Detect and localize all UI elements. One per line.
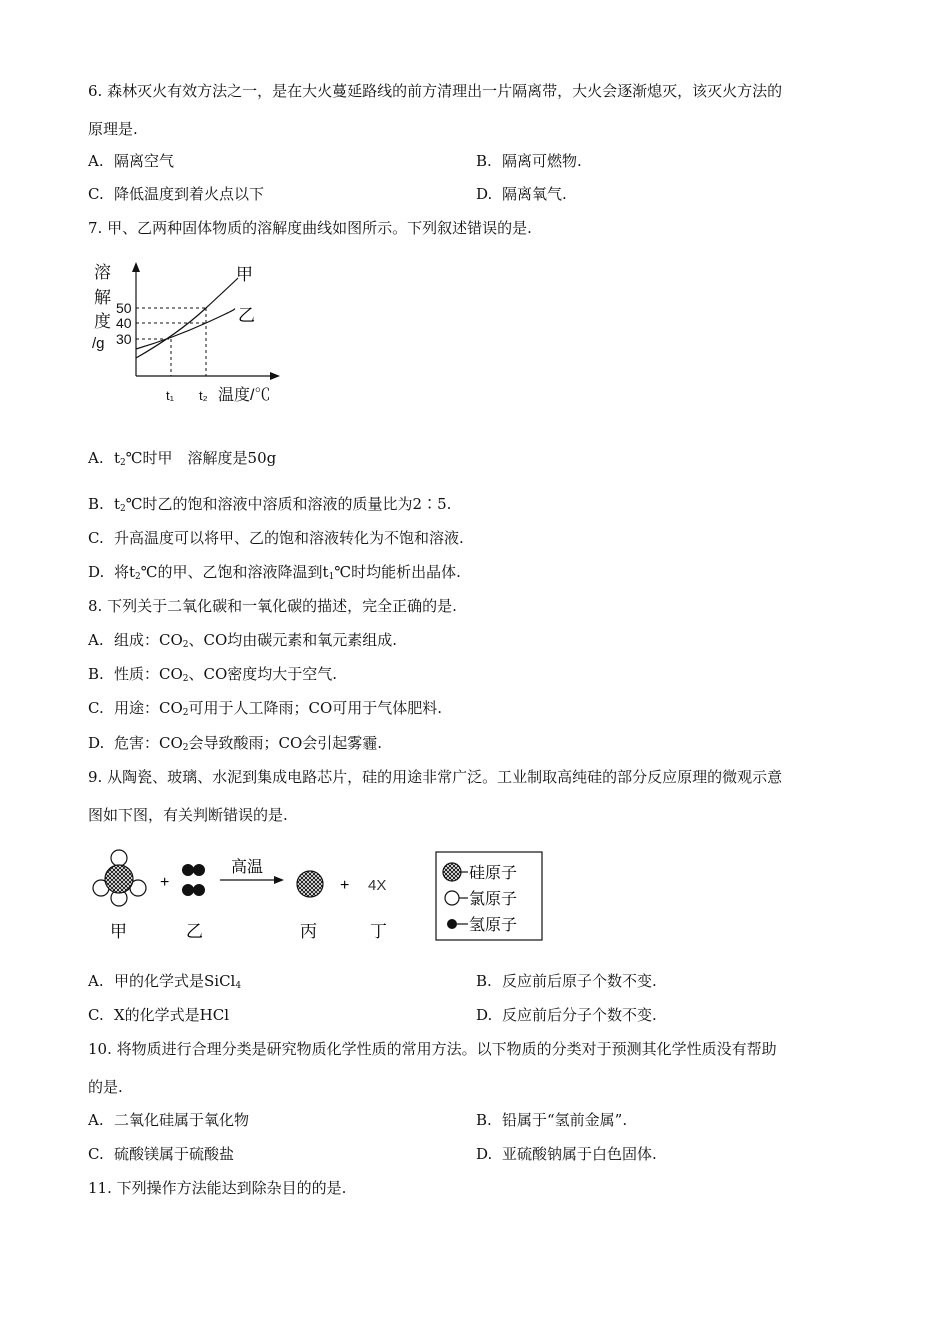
q7-option-a: A. $t_2℃$时甲 溶解度是50g [88,449,277,468]
q9-option-c: C. X的化学式是HCl [88,1006,230,1024]
label-yi: 乙 [186,922,203,941]
q7-option-c: C. 升高温度可以将甲、乙的饱和溶液转化为不饱和溶液. [88,529,464,547]
reaction-arrowhead [274,876,284,884]
legend-h-icon [447,919,457,929]
plus-2: + [340,877,350,894]
si-atom [105,865,133,893]
ytick-30: 30 [116,331,132,347]
q10-option-d: D. 亚硫酸钠属于白色固体. [476,1145,657,1163]
q6-option-b: B. 隔离可燃物. [476,152,582,170]
q10-stem-line1: 10. 将物质进行合理分类是研究物质化学性质的常用方法。以下物质的分类对于预测其化学性质没有帮助 [88,1040,777,1058]
curve-yi [136,309,235,349]
q9-stem-line2: 图如下图，有关判断错误的是. [88,806,288,824]
q8-stem: 8. 下列关于二氧化碳和一氧化碳的描述，完全正确的是. [88,597,457,615]
q9-option-d: D. 反应前后分子个数不变. [476,1006,657,1024]
q8-option-b: B. 性质：$CO_2$、CO密度均大于空气. [88,665,338,684]
q7-option-b: B. $t_2℃$时乙的饱和溶液中溶质和溶液的质量比为2∶5. [88,495,452,514]
q10-option-c: C. 硫酸镁属于硫酸盐 [88,1145,235,1163]
label-jia: 甲 [110,922,127,941]
y-axis-arrow [132,262,140,272]
q10-option-a: A. 二氧化硅属于氧化物 [88,1111,250,1129]
reaction-diagram [88,842,558,947]
xtick-t1: t₁ [166,388,174,403]
curve-yi-label: 乙 [238,306,255,325]
q7-stem: 7. 甲、乙两种固体物质的溶解度曲线如图所示。下列叙述错误的是. [88,219,532,237]
ylabel-char-2: 解 [94,288,111,307]
label-ding: 丁 [370,922,387,941]
molecule-bing [297,871,323,897]
q8-option-d: D. 危害：$CO_2$会导致酸雨；CO会引起雾霾. [88,734,383,753]
ylabel-char-3: 度 [94,312,111,331]
q6-option-d: D. 隔离氧气. [476,185,567,203]
cl-atom-top [111,850,127,866]
product-x: 4X [368,877,387,894]
h-atom-3 [182,884,194,896]
q9-option-b: B. 反应前后原子个数不变. [476,972,657,990]
molecule-yi [182,864,205,896]
ytick-50: 50 [116,300,132,316]
h-atom-4 [193,884,205,896]
curve-jia-label: 甲 [236,265,253,284]
legend-si: 硅原子 [469,865,518,882]
legend-cl: 氯原子 [469,891,518,908]
curve-jia [136,278,238,358]
x-axis-arrow [270,372,280,380]
h-atom-2 [193,864,205,876]
molecule-jia [93,850,146,906]
plus-1: + [160,874,170,891]
q7-option-d: D. 将$t_2℃$的甲、乙饱和溶液降温到$t_1℃$时均能析出晶体. [88,563,461,582]
q6-option-a: A. 隔离空气 [88,152,175,170]
q10-option-b: B. 铅属于“氢前金属”. [476,1111,628,1129]
q8-option-c: C. 用途：$CO_2$可用于人工降雨；CO可用于气体肥料. [88,699,443,718]
legend-h: 氢原子 [469,917,518,934]
label-bing: 丙 [300,922,317,941]
ytick-40: 40 [116,315,132,331]
q9-option-a: A. 甲的化学式是SiCl$_4$ [88,972,242,991]
ylabel-char-1: 溶 [94,263,111,282]
q6-option-c: C. 降低温度到着火点以下 [88,185,265,203]
q11-stem: 11. 下列操作方法能达到除杂目的的是. [88,1179,347,1197]
q6-stem-line1: 6. 森林灭火有效方法之一，是在大火蔓延路线的前方清理出一片隔离带，大火会逐渐熄灭，该灭火方法的 [88,82,783,100]
h-atom-1 [182,864,194,876]
xlabel: 温度/℃ [218,387,271,404]
q9-stem-line1: 9. 从陶瓷、玻璃、水泥到集成电路芯片，硅的用途非常广泛。工业制取高纯硅的部分反应原理的微观示意 [88,768,783,786]
q10-stem-line2: 的是. [88,1078,123,1096]
condition-label: 高温 [231,859,264,876]
legend-cl-icon [445,891,459,905]
xtick-t2: t₂ [199,388,208,403]
ylabel-char-4: /g [92,335,105,352]
q8-option-a: A. 组成：$CO_2$、CO均由碳元素和氧元素组成. [88,631,398,650]
solubility-graph [88,258,298,418]
q6-stem-line2: 原理是. [88,120,138,138]
legend-si-icon [443,863,461,881]
